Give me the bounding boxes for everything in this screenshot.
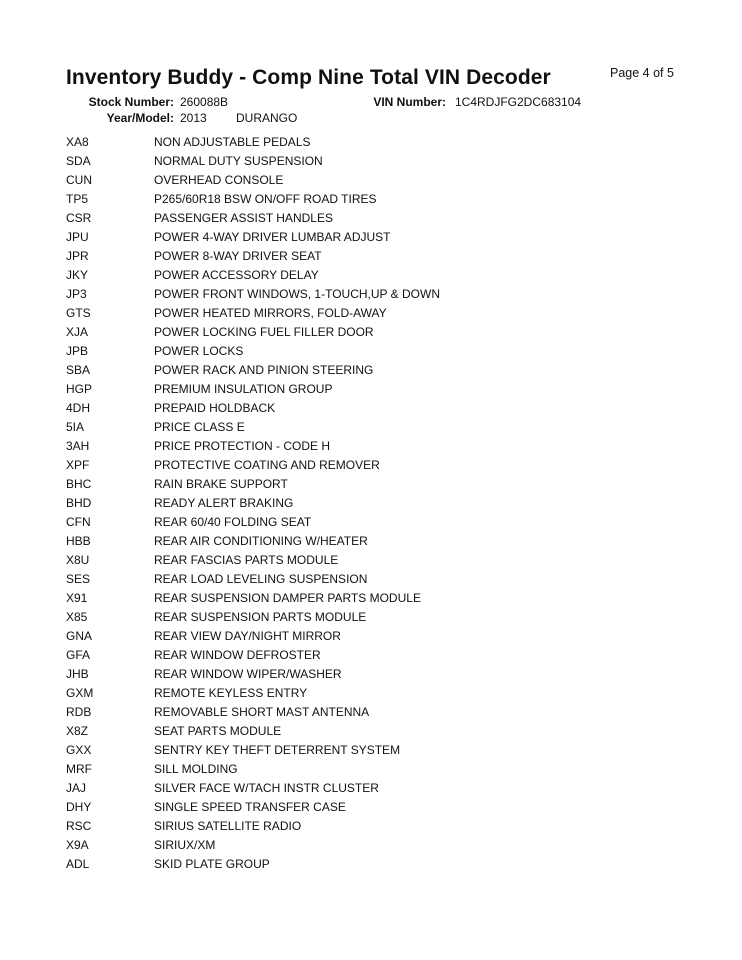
option-code: JAJ (66, 781, 87, 795)
option-code: X91 (66, 591, 88, 605)
option-code: BHD (66, 496, 92, 510)
option-code: DHY (66, 800, 92, 814)
option-description: SIRIUX/XM (154, 838, 216, 852)
option-code: JP3 (66, 287, 87, 301)
option-description: POWER RACK AND PINION STEERING (154, 363, 374, 377)
option-description: REAR VIEW DAY/NIGHT MIRROR (154, 629, 341, 643)
stock-number-value: 260088B (180, 95, 229, 109)
option-code: 4DH (66, 401, 91, 415)
option-code: X8Z (66, 724, 89, 738)
option-description: REAR WINDOW DEFROSTER (154, 648, 321, 662)
option-description: SILL MOLDING (154, 762, 238, 776)
option-code: SDA (66, 154, 91, 168)
option-code: X9A (66, 838, 89, 852)
option-description: POWER FRONT WINDOWS, 1-TOUCH,UP & DOWN (154, 287, 441, 301)
option-code: RDB (66, 705, 92, 719)
page-number: Page 4 of 5 (610, 66, 674, 80)
option-code: JPR (66, 249, 89, 263)
option-description: REAR SUSPENSION PARTS MODULE (154, 610, 367, 624)
option-code: ADL (66, 857, 90, 871)
option-description: POWER 4-WAY DRIVER LUMBAR ADJUST (154, 230, 391, 244)
option-code: JHB (66, 667, 89, 681)
option-code: GTS (66, 306, 91, 320)
model-value: DURANGO (236, 111, 298, 125)
stock-number-label: Stock Number: (88, 95, 174, 109)
option-description: REMOTE KEYLESS ENTRY (154, 686, 308, 700)
option-description: SIRIUS SATELLITE RADIO (154, 819, 302, 833)
option-code: XJA (66, 325, 89, 339)
option-code: X85 (66, 610, 88, 624)
option-description: REAR LOAD LEVELING SUSPENSION (154, 572, 368, 586)
option-code: JPU (66, 230, 89, 244)
year-model-row (66, 111, 366, 126)
option-code: JKY (66, 268, 89, 282)
option-description: P265/60R18 BSW ON/OFF ROAD TIRES (154, 192, 377, 206)
option-code: CUN (66, 173, 92, 187)
option-description: PREPAID HOLDBACK (154, 401, 276, 415)
option-code: TP5 (66, 192, 89, 206)
option-code: 5IA (66, 420, 85, 434)
option-description: SINGLE SPEED TRANSFER CASE (154, 800, 346, 814)
option-code: CSR (66, 211, 92, 225)
option-description: REAR 60/40 FOLDING SEAT (154, 515, 312, 529)
option-description: READY ALERT BRAKING (154, 496, 294, 510)
option-description: REAR SUSPENSION DAMPER PARTS MODULE (154, 591, 421, 605)
option-description: SENTRY KEY THEFT DETERRENT SYSTEM (154, 743, 401, 757)
option-description: REAR FASCIAS PARTS MODULE (154, 553, 339, 567)
option-description: NON ADJUSTABLE PEDALS (154, 135, 311, 149)
vin-number-row (370, 95, 610, 110)
vin-number-label: VIN Number: (373, 95, 446, 109)
option-description: PRICE CLASS E (154, 420, 245, 434)
option-description: PREMIUM INSULATION GROUP (154, 382, 333, 396)
option-code: X8U (66, 553, 90, 567)
option-code: 3AH (66, 439, 90, 453)
option-code: BHC (66, 477, 92, 491)
option-description: POWER ACCESSORY DELAY (154, 268, 319, 282)
option-code: JPB (66, 344, 89, 358)
option-code: XA8 (66, 135, 89, 149)
option-code: GXM (66, 686, 94, 700)
option-code: GXX (66, 743, 92, 757)
option-code: XPF (66, 458, 90, 472)
stock-number-row (66, 95, 366, 110)
option-description: OVERHEAD CONSOLE (154, 173, 284, 187)
option-description: PRICE PROTECTION - CODE H (154, 439, 331, 453)
vin-number-value: 1C4RDJFG2DC683104 (455, 95, 582, 109)
page-title: Inventory Buddy - Comp Nine Total VIN Decoder (66, 66, 551, 89)
option-description: SKID PLATE GROUP (154, 857, 270, 871)
option-description: POWER LOCKS (154, 344, 244, 358)
option-code: CFN (66, 515, 91, 529)
option-code: RSC (66, 819, 92, 833)
option-description: POWER LOCKING FUEL FILLER DOOR (154, 325, 374, 339)
option-description: RAIN BRAKE SUPPORT (154, 477, 288, 491)
option-code: SBA (66, 363, 91, 377)
option-code: GFA (66, 648, 91, 662)
option-code: HGP (66, 382, 93, 396)
option-description: POWER HEATED MIRRORS, FOLD-AWAY (154, 306, 387, 320)
option-description: REMOVABLE SHORT MAST ANTENNA (154, 705, 370, 719)
option-code: GNA (66, 629, 93, 643)
option-description: PROTECTIVE COATING AND REMOVER (154, 458, 380, 472)
option-description: REAR AIR CONDITIONING W/HEATER (154, 534, 368, 548)
option-description: REAR WINDOW WIPER/WASHER (154, 667, 342, 681)
option-code: MRF (66, 762, 92, 776)
option-description: SEAT PARTS MODULE (154, 724, 282, 738)
year-model-label: Year/Model: (106, 111, 174, 125)
option-description: SILVER FACE W/TACH INSTR CLUSTER (154, 781, 379, 795)
option-description: PASSENGER ASSIST HANDLES (154, 211, 333, 225)
option-code: HBB (66, 534, 91, 548)
option-code: SES (66, 572, 91, 586)
year-value: 2013 (180, 111, 207, 125)
option-description: POWER 8-WAY DRIVER SEAT (154, 249, 322, 263)
option-description: NORMAL DUTY SUSPENSION (154, 154, 323, 168)
